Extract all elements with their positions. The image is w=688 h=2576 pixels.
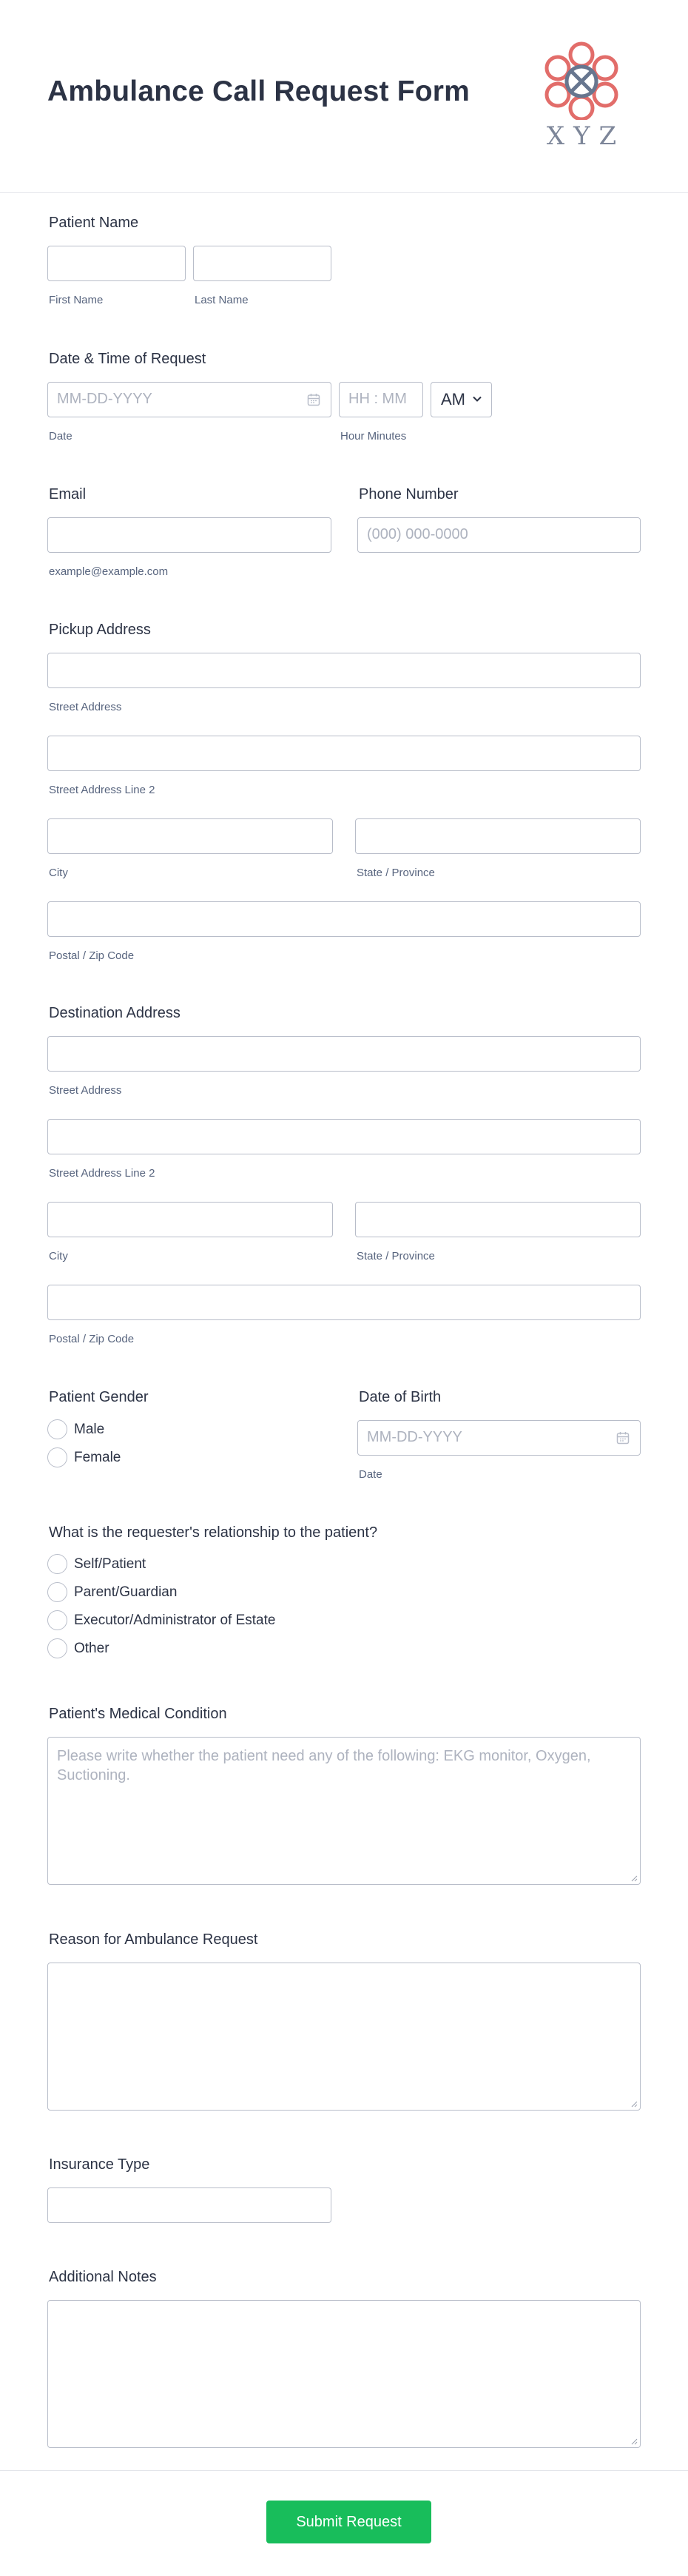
submit-button[interactable]: Submit Request	[266, 2501, 431, 2543]
radio-button[interactable]	[47, 1554, 67, 1574]
first-name-input[interactable]	[47, 246, 186, 281]
pickup-street-input[interactable]	[47, 653, 641, 688]
dob-input[interactable]	[357, 1420, 641, 1456]
last-name-sublabel: Last Name	[195, 294, 249, 306]
insurance-type-label: Insurance Type	[49, 2156, 150, 2173]
radio-label: Other	[74, 1641, 109, 1656]
medical-condition-placeholder: Please write whether the patient need any of the following: EKG monitor, Oxygen, Suctioning.	[57, 1748, 591, 1783]
pickup-state-input[interactable]	[355, 818, 641, 854]
destination-state-input[interactable]	[355, 1202, 641, 1237]
phone-placeholder: (000) 000-0000	[367, 526, 468, 542]
logo	[537, 38, 626, 157]
email-input[interactable]	[47, 517, 331, 553]
radio-button[interactable]	[47, 1638, 67, 1658]
calendar-icon[interactable]	[616, 1431, 630, 1445]
form-header	[0, 0, 688, 193]
request-date-input[interactable]	[47, 382, 331, 417]
datetime-label: Date & Time of Request	[49, 351, 206, 367]
dob-label: Date of Birth	[359, 1389, 442, 1405]
pickup-street-sublabel: Street Address	[49, 701, 122, 713]
date-sublabel: Date	[49, 430, 72, 443]
email-sublabel: example@example.com	[49, 565, 169, 578]
destination-state-sublabel: State / Province	[357, 1250, 435, 1262]
logo-text: XYZ	[546, 121, 626, 151]
insurance-type-input[interactable]	[47, 2187, 331, 2223]
request-time-input[interactable]	[339, 382, 423, 417]
pickup-street2-sublabel: Street Address Line 2	[49, 784, 155, 796]
resize-handle-icon[interactable]	[630, 2438, 638, 2445]
destination-address-label: Destination Address	[49, 1005, 181, 1021]
time-sublabel: Hour Minutes	[340, 430, 407, 443]
destination-postal-sublabel: Postal / Zip Code	[49, 1333, 135, 1345]
additional-notes-textarea[interactable]	[47, 2300, 641, 2448]
radio-label: Parent/Guardian	[74, 1584, 178, 1600]
date-placeholder: MM-DD-YYYY	[57, 391, 152, 407]
email-label: Email	[49, 486, 87, 502]
logo-emblem-icon	[537, 38, 626, 120]
radio-button[interactable]	[47, 1610, 67, 1630]
additional-notes-label: Additional Notes	[49, 2269, 157, 2285]
chevron-down-icon	[472, 395, 482, 403]
destination-street-sublabel: Street Address	[49, 1084, 122, 1097]
last-name-input[interactable]	[193, 246, 331, 281]
first-name-sublabel: First Name	[49, 294, 104, 306]
destination-city-input[interactable]	[47, 1202, 333, 1237]
radio-label: Executor/Administrator of Estate	[74, 1612, 276, 1628]
time-placeholder: HH : MM	[348, 391, 407, 407]
calendar-icon[interactable]	[307, 393, 320, 406]
form-footer	[0, 2470, 688, 2576]
radio-label: Female	[74, 1450, 121, 1465]
radio-label: Self/Patient	[74, 1556, 146, 1572]
destination-street2-sublabel: Street Address Line 2	[49, 1167, 155, 1180]
radio-button[interactable]	[47, 1447, 67, 1467]
phone-label: Phone Number	[359, 486, 459, 502]
medical-condition-textarea[interactable]	[47, 1737, 641, 1885]
relationship-label: What is the requester's relationship to the patient?	[49, 1524, 378, 1541]
pickup-postal-sublabel: Postal / Zip Code	[49, 949, 135, 962]
pickup-city-sublabel: City	[49, 867, 68, 879]
pickup-city-input[interactable]	[47, 818, 333, 854]
ampm-value: AM	[441, 390, 465, 408]
dob-placeholder: MM-DD-YYYY	[367, 1429, 462, 1445]
gender-label: Patient Gender	[49, 1389, 149, 1405]
destination-street2-input[interactable]	[47, 1119, 641, 1154]
destination-city-sublabel: City	[49, 1250, 68, 1262]
form-title: Ambulance Call Request Form	[47, 75, 471, 107]
phone-input[interactable]	[357, 517, 641, 553]
pickup-postal-input[interactable]	[47, 901, 641, 937]
radio-button[interactable]	[47, 1419, 67, 1439]
resize-handle-icon[interactable]	[630, 2100, 638, 2108]
reason-label: Reason for Ambulance Request	[49, 1931, 258, 1948]
ampm-select[interactable]	[431, 382, 492, 417]
resize-handle-icon[interactable]	[630, 1874, 638, 1882]
dob-sublabel: Date	[359, 1468, 382, 1481]
pickup-address-label: Pickup Address	[49, 622, 151, 638]
destination-street-input[interactable]	[47, 1036, 641, 1072]
radio-button[interactable]	[47, 1582, 67, 1602]
reason-textarea[interactable]	[47, 1963, 641, 2111]
pickup-state-sublabel: State / Province	[357, 867, 435, 879]
pickup-street2-input[interactable]	[47, 736, 641, 771]
radio-label: Male	[74, 1422, 105, 1437]
medical-condition-label: Patient's Medical Condition	[49, 1706, 227, 1722]
destination-postal-input[interactable]	[47, 1285, 641, 1320]
patient-name-label: Patient Name	[49, 215, 139, 231]
